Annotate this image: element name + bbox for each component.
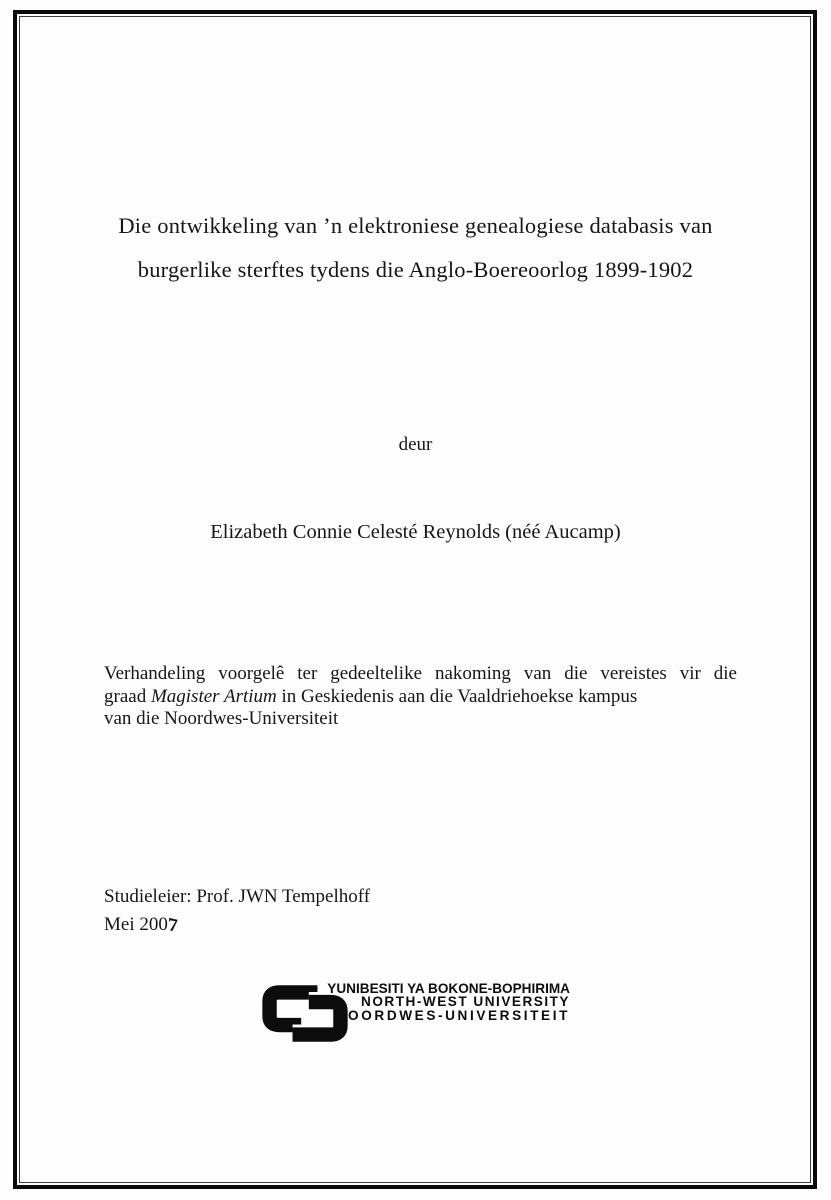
declaration-line-1: Verhandeling voorgelê ter gedeeltelike nakoming van die vereistes vir die xyxy=(104,663,737,684)
author-name: Elizabeth Connie Celesté Reynolds (néé Aucamp) xyxy=(210,521,621,543)
logo-line-english: NORTH-WEST UNIVERSITY xyxy=(361,994,570,1010)
logo-line-afrikaans: NOORDWES-UNIVERSITEIT xyxy=(335,1007,570,1023)
declaration-line-2-prefix: graad xyxy=(104,685,151,707)
byline-deur: deur xyxy=(398,434,433,455)
thesis-title-line-2: burgerlike sterftes tydens die Anglo-Boereoorlog 1899-1902 xyxy=(137,257,694,282)
declaration-line-2-suffix: in Geskiedenis aan die Vaaldriehoekse kampus xyxy=(276,685,638,707)
supervisor-line: Studieleier: Prof. JWN Tempelhoff xyxy=(104,886,371,907)
date-digit-seven: 7 xyxy=(167,914,178,938)
thesis-title xyxy=(50,204,781,292)
declaration-line-2 xyxy=(104,686,737,709)
date-line xyxy=(104,914,177,936)
degree-name-italic: Magister Artium xyxy=(150,685,277,707)
thesis-title-line-1: Die ontwikkeling van ’n elektroniese genealogiese databasis van xyxy=(118,213,713,238)
date-prefix: Mei 200 xyxy=(104,914,168,935)
nwu-logo-wordmark xyxy=(322,982,570,1022)
degree-declaration xyxy=(104,663,737,731)
logo-line-setswana: YUNIBESITI YA BOKONE-BOPHIRIMA xyxy=(327,981,570,996)
declaration-line-3: van die Noordwes-Universiteit xyxy=(104,708,339,730)
